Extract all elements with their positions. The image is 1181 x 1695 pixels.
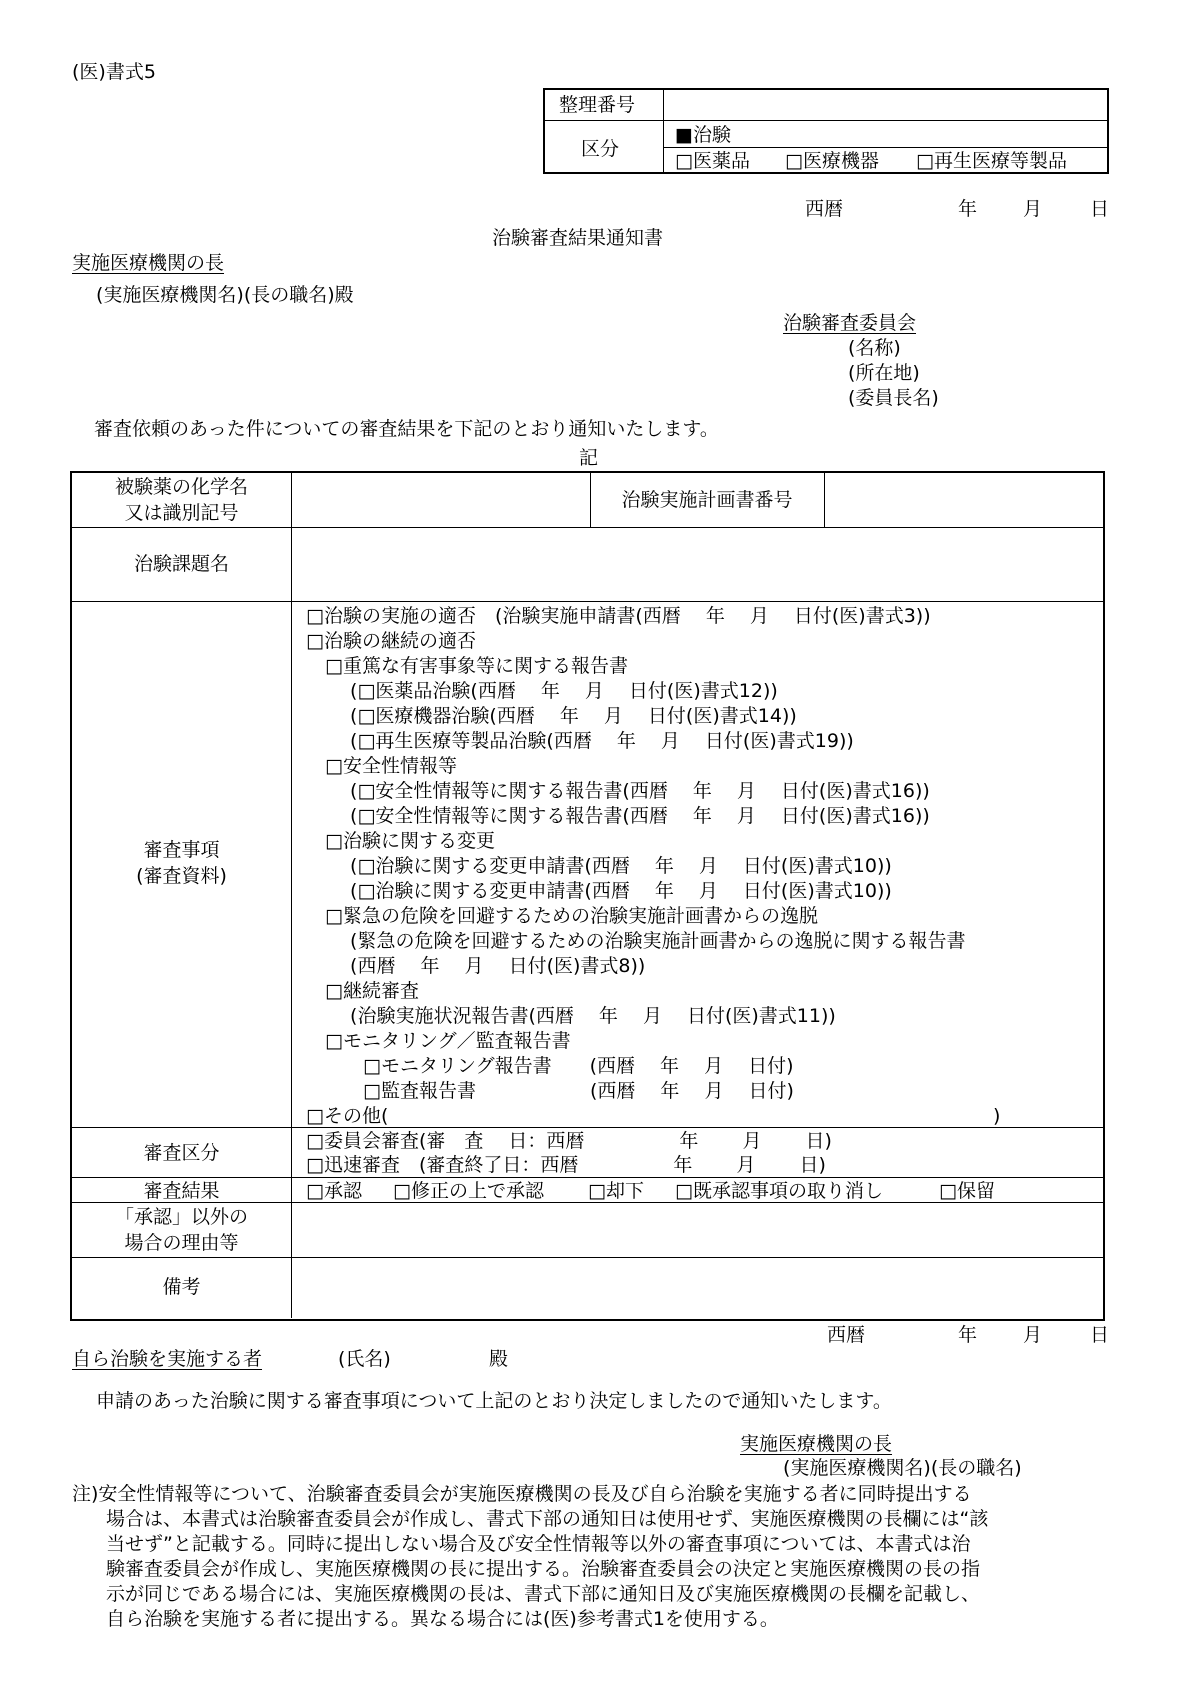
review-type-committee[interactable]: □委員会審査(審 査 日：西暦 年 月 日) [306, 1130, 832, 1152]
review-item-safety-info[interactable]: □安全性情報等 [306, 755, 457, 777]
review-item-status-report: (治験実施状況報告書(西暦 年 月 日付(医)書式11)) [306, 1005, 836, 1027]
review-item-regen-trial[interactable]: (□再生医療等製品治験(西暦 年 月 日付(医)書式19)) [306, 730, 854, 752]
review-item-drug-trial[interactable]: (□医薬品治験(西暦 年 月 日付(医)書式12)) [306, 680, 778, 702]
result-approved-checkbox[interactable]: □承認 [306, 1180, 362, 1202]
investigator-suffix: 殿 [489, 1348, 509, 1370]
review-item-audit-report[interactable]: □監査報告書 (西暦 年 月 日付) [306, 1080, 794, 1102]
date-month: 月 [1023, 198, 1043, 220]
remarks-label: 備考 [162, 1276, 201, 1298]
review-table [70, 471, 1105, 1321]
sender-title: 治験審査委員会 [783, 312, 917, 334]
review-item-deviation-report: (緊急の危険を回避するための治験実施計画書からの逸脱に関する報告書 [306, 930, 966, 952]
bottom-sender-title: 実施医療機関の長 [740, 1433, 893, 1455]
protocol-number-label: 治験実施計画書番号 [621, 489, 793, 511]
addressee-title: 実施医療機関の長 [72, 252, 225, 274]
class-drug-checkbox[interactable]: □医薬品 [675, 150, 750, 172]
reason-label: 「承認」以外の 場合の理由等 [114, 1206, 248, 1254]
review-item-change[interactable]: □治験に関する変更 [306, 830, 495, 852]
review-item-other[interactable]: □その他( [306, 1105, 389, 1127]
result-revoked-checkbox[interactable]: □既承認事項の取り消し [675, 1180, 883, 1202]
date2-month: 月 [1023, 1324, 1043, 1346]
drug-name-field[interactable] [299, 483, 583, 517]
sender-name: (名称) [848, 337, 901, 359]
review-item-device-trial[interactable]: (□医療機器治験(西暦 年 月 日付(医)書式14)) [306, 705, 797, 727]
review-item-deviation-date: (西暦 年 月 日付(医)書式8)) [306, 955, 646, 977]
drug-name-label: 被験薬の化学名 又は識別記号 [114, 476, 248, 524]
date2-era: 西暦 [827, 1324, 866, 1346]
class-chiken-checkbox[interactable]: ■治験 [675, 124, 731, 146]
review-type-expedited[interactable]: □迅速審査 (審査終了日：西暦 年 月 日) [306, 1154, 826, 1176]
ref-number-label: 整理番号 [559, 94, 636, 116]
date2-year: 年 [958, 1324, 978, 1346]
intro-text: 審査依頼のあった件についての審査結果を下記のとおり通知いたします。 [94, 418, 719, 440]
review-item-continuing[interactable]: □継続審査 [306, 980, 419, 1002]
reason-field[interactable] [299, 1208, 1089, 1252]
trial-title-field[interactable] [299, 535, 1089, 593]
review-item-continuation[interactable]: □治験の継続の適否 [306, 630, 476, 652]
review-item-monitoring-audit[interactable]: □モニタリング／監査報告書 [306, 1030, 571, 1052]
result-pending-checkbox[interactable]: □保留 [939, 1180, 995, 1202]
date-day: 日 [1090, 198, 1110, 220]
decision-text: 申請のあった治験に関する審査事項について上記のとおり決定しましたので通知いたします。 [96, 1390, 892, 1412]
result-conditional-checkbox[interactable]: □修正の上で承認 [393, 1180, 544, 1202]
review-item-change-request-2[interactable]: (□治験に関する変更申請書(西暦 年 月 日付(医)書式10)) [306, 880, 892, 902]
review-item-monitoring-report[interactable]: □モニタリング報告書 (西暦 年 月 日付) [306, 1055, 794, 1077]
document-title: 治験審査結果通知書 [492, 227, 664, 249]
trial-title-label: 治験課題名 [133, 553, 229, 575]
footnote: 注)安全性情報等について、治験審査委員会が実施医療機関の長及び自ら治験を実施する者に同時提出する 場合は、本書式は治験審査委員会が作成し、書式下部の通知日は使用せず、実施医療機関の長欄には“該 当せず”と記載する。同時に提出しない場合及び安全性情報等以外の審査事項については、本書式は治 験審査委員会が作成し、実施医療機関の長に提出する。治験審査委員会の決定と実施医療機関の長の指 示が同じである場合には、実施医療機関の長は、書式下部に通知日及び実施医療機関の長欄を記載し、 自ら治験を実施する者に提出する。異なる場合には(医)参考書式1を使用する。 [72, 1483, 989, 1630]
bottom-sender-name: (実施医療機関名)(長の職名) [783, 1457, 1022, 1479]
classification-box [543, 88, 1109, 174]
date2-day: 日 [1090, 1324, 1110, 1346]
review-result-label: 審査結果 [143, 1180, 220, 1202]
form-code: (医)書式5 [72, 61, 156, 83]
investigator-title: 自ら治験を実施する者 [72, 1348, 263, 1370]
review-item-deviation[interactable]: □緊急の危険を回避するための治験実施計画書からの逸脱 [306, 905, 818, 927]
review-items-label: 審査事項 (審査資料) [136, 839, 227, 887]
review-item-serious-ae[interactable]: □重篤な有害事象等に関する報告書 [306, 655, 628, 677]
review-item-safety-report-1[interactable]: (□安全性情報等に関する報告書(西暦 年 月 日付(医)書式16)) [306, 780, 930, 802]
class-label: 区分 [581, 138, 620, 160]
sender-chair: (委員長名) [848, 387, 939, 409]
date-year: 年 [958, 198, 978, 220]
review-type-label: 審査区分 [143, 1142, 220, 1164]
addressee-name: (実施医療機関名)(長の職名)殿 [96, 284, 354, 306]
review-item-safety-report-2[interactable]: (□安全性情報等に関する報告書(西暦 年 月 日付(医)書式16)) [306, 805, 930, 827]
class-device-checkbox[interactable]: □医療機器 [785, 150, 879, 172]
result-rejected-checkbox[interactable]: □却下 [588, 1180, 644, 1202]
review-item-implementation[interactable]: □治験の実施の適否 (治験実施申請書(西暦 年 月 日付(医)書式3)) [306, 605, 931, 627]
sender-address: (所在地) [848, 362, 920, 384]
date-era: 西暦 [805, 198, 844, 220]
class-regen-checkbox[interactable]: □再生医療等製品 [916, 150, 1067, 172]
remarks-field[interactable] [299, 1263, 1089, 1313]
protocol-number-field[interactable] [832, 483, 1092, 517]
review-item-change-request-1[interactable]: (□治験に関する変更申請書(西暦 年 月 日付(医)書式10)) [306, 855, 892, 877]
ki-label: 記 [579, 447, 599, 469]
investigator-name: (氏名) [338, 1348, 391, 1370]
review-item-other-close: ) [993, 1105, 1001, 1127]
